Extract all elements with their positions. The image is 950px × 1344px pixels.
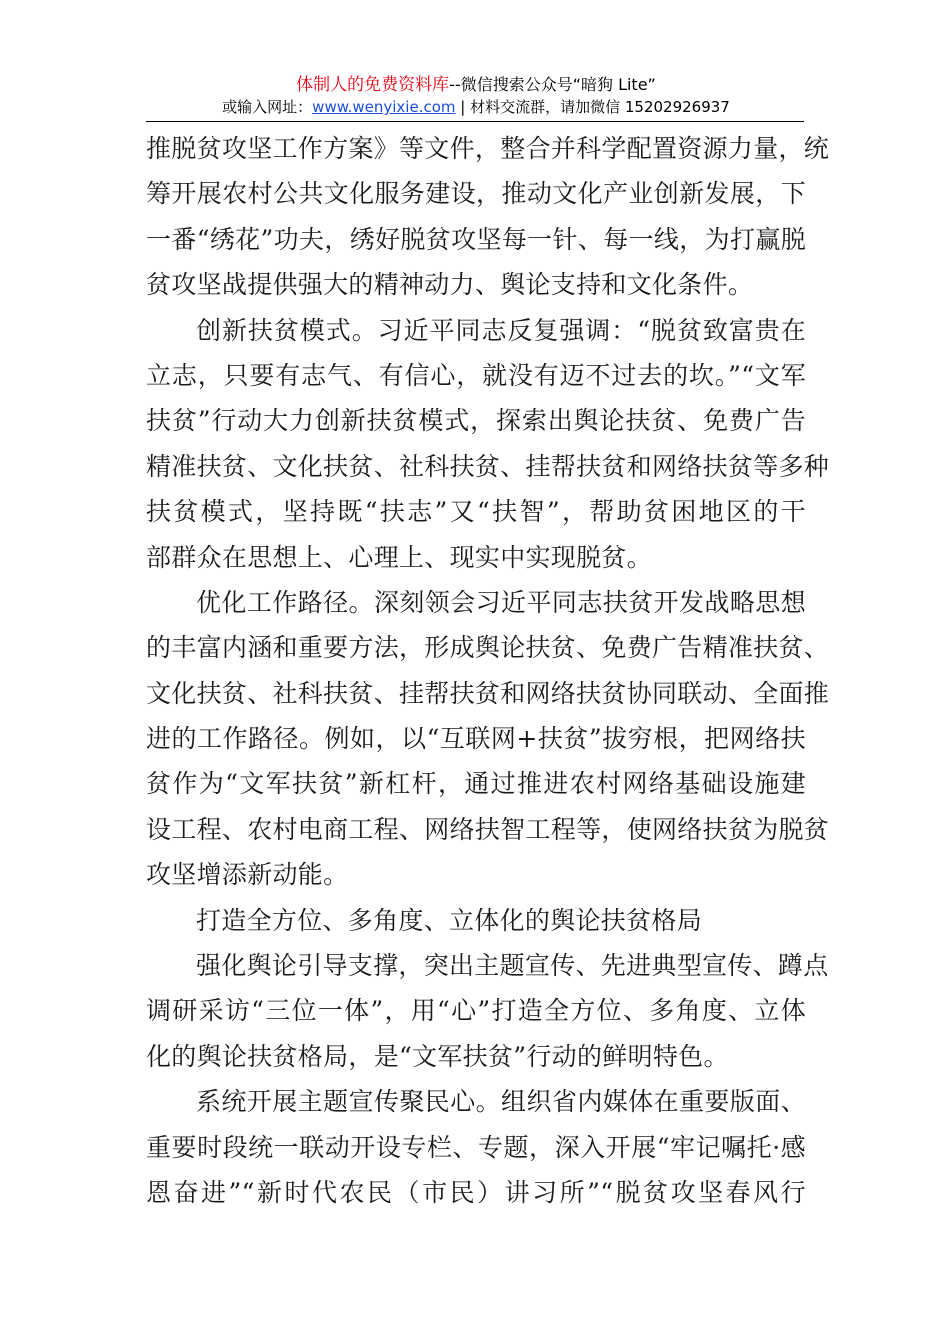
text-line: 筹开展农村公共文化服务建设，推动文化产业创新发展，下 bbox=[146, 179, 806, 209]
contact-info: | 材料交流群，请加微信 15202926937 bbox=[455, 98, 730, 116]
text-line: 部群众在思想上、心理上、现实中实现脱贫。 bbox=[146, 542, 653, 572]
text-line: 恩奋进”“新时代农民（市民）讲习所”“脱贫攻坚春风行 bbox=[146, 1177, 806, 1207]
text-line: 攻坚增添新动能。 bbox=[146, 860, 349, 890]
text-line: 进的工作路径。例如，以“互联网+扶贫”拔穷根，把网络扶 bbox=[146, 724, 806, 754]
header-contact bbox=[148, 96, 804, 117]
header-divider bbox=[146, 121, 804, 122]
text-line: 一番“绣花”功夫，绣好脱贫攻坚每一针、每一线，为打赢脱 bbox=[146, 224, 806, 254]
text-line: 设工程、农村电商工程、网络扶智工程等，使网络扶贫为脱贫 bbox=[146, 814, 830, 844]
text-line: 创新扶贫模式。习近平同志反复强调：“脱贫致富贵在 bbox=[196, 315, 806, 345]
text-line: 强化舆论引导支撑，突出主题宣传、先进典型宣传、蹲点 bbox=[196, 951, 829, 981]
text-line: 立志，只要有志气、有信心，就没有迈不过去的坎。”“文军 bbox=[146, 360, 806, 390]
text-line: 的丰富内涵和重要方法，形成舆论扶贫、免费广告精准扶贫、 bbox=[146, 633, 830, 663]
text-line: 重要时段统一联动开设专栏、专题，深入开展“牢记嘱托·感 bbox=[146, 1132, 806, 1162]
text-line: 文化扶贫、社科扶贫、挂帮扶贫和网络扶贫协同联动、全面推 bbox=[146, 678, 830, 708]
text-line: 系统开展主题宣传聚民心。组织省内媒体在重要版面、 bbox=[196, 1087, 806, 1117]
url-label: 或输入网址： bbox=[222, 98, 313, 116]
library-name: 体制人的免费资料库 bbox=[296, 75, 450, 95]
search-hint: --微信搜索公众号“暗狗 Lite” bbox=[449, 75, 656, 94]
website-link[interactable]: www.wenyixie.com bbox=[312, 98, 456, 116]
text-line: 优化工作路径。深刻领会习近平同志扶贫开发战略思想 bbox=[196, 587, 806, 617]
text-line: 推脱贫攻坚工作方案》等文件，整合并科学配置资源力量，统 bbox=[146, 134, 830, 163]
text-line: 贫攻坚战提供强大的精神动力、舆论支持和文化条件。 bbox=[146, 270, 754, 300]
header-promo bbox=[148, 70, 804, 95]
text-line: 调研采访“三位一体”，用“心”打造全方位、多角度、立体 bbox=[146, 996, 806, 1026]
text-line: 扶贫”行动大力创新扶贫模式，探索出舆论扶贫、免费广告 bbox=[146, 406, 806, 436]
text-line: 化的舆论扶贫格局，是“文军扶贫”行动的鲜明特色。 bbox=[146, 1041, 729, 1071]
text-line: 精准扶贫、文化扶贫、社科扶贫、挂帮扶贫和网络扶贫等多种 bbox=[146, 451, 830, 481]
document-body bbox=[146, 126, 830, 1215]
text-line: 贫作为“文军扶贫”新杠杆，通过推进农村网络基础设施建 bbox=[146, 769, 806, 799]
text-line: 扶贫模式，坚持既“扶志”又“扶智”，帮助贫困地区的干 bbox=[146, 497, 806, 527]
section-heading: 打造全方位、多角度、立体化的舆论扶贫格局 bbox=[196, 905, 703, 935]
